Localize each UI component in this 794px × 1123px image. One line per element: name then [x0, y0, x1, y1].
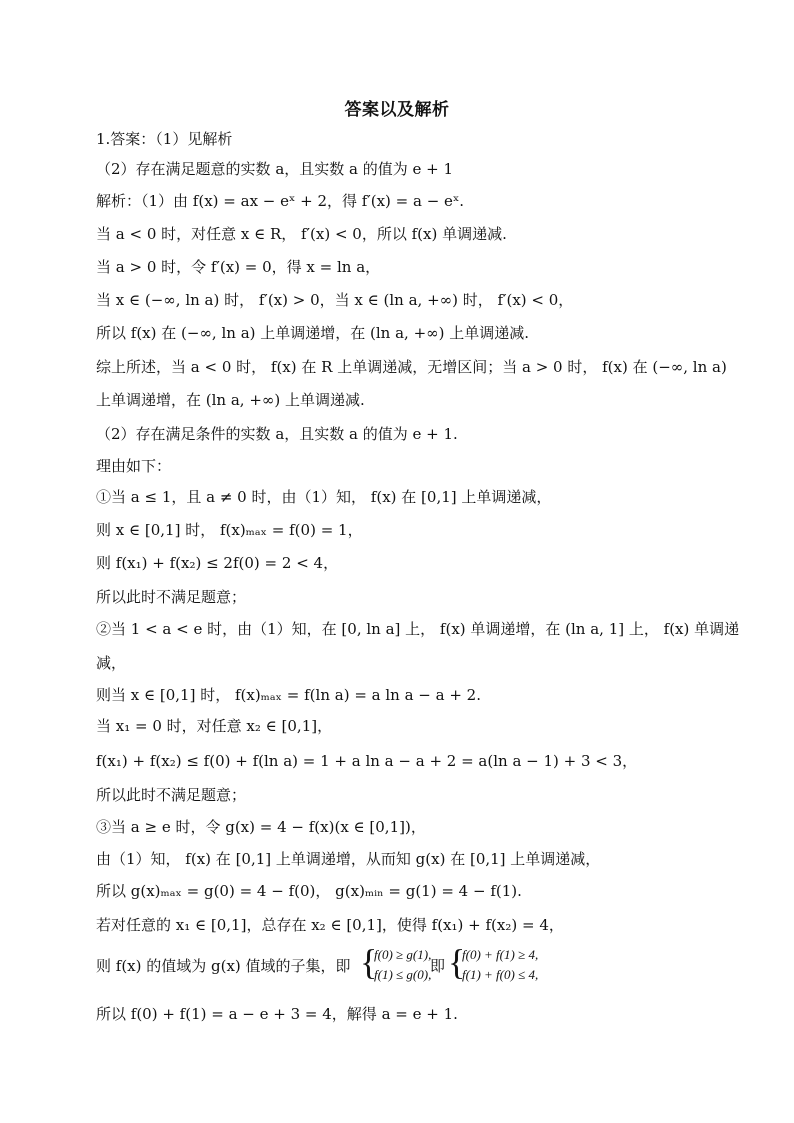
- page-title: 答案以及解析: [344, 100, 450, 120]
- text-line: 理由如下：: [96, 457, 172, 475]
- text-line: 综上所述，当 a < 0 时， f(x) 在 R 上单调递减，无增区间；当 a > 0 时， f(x) 在 (−∞, ln a): [96, 358, 727, 376]
- text-line: 所以 g(x)ₘₐₓ = g(0) = 4 − f(0)， g(x)ₘᵢₙ = g(1) = 4 − f(1).: [96, 882, 522, 900]
- text-line: ②当 1 < a < e 时，由（1）知，在 [0, ln a] 上， f(x) 单调递增，在 (ln a, 1] 上， f(x) 单调递: [96, 620, 740, 638]
- left-brace: {: [360, 942, 378, 982]
- system-joiner: 即: [430, 957, 446, 975]
- text-line: 当 a < 0 时，对任意 x ∈ R， f′(x) < 0，所以 f(x) 单调递减.: [96, 225, 507, 243]
- text-line: 减，: [96, 654, 127, 672]
- text-line: 则 f(x) 的值域为 g(x) 值域的子集，即: [96, 957, 351, 975]
- system-row: f(1) ≤ g(0),: [374, 967, 432, 982]
- text-line: 1.答案：（1）见解析: [96, 130, 233, 148]
- text-line: 则 x ∈ [0,1] 时， f(x)ₘₐₓ = f(0) = 1，: [96, 521, 363, 539]
- text-line: 当 x₁ = 0 时，对任意 x₂ ∈ [0,1]，: [96, 717, 333, 735]
- text-line: 则 f(x₁) + f(x₂) ≤ 2f(0) = 2 < 4，: [96, 554, 339, 572]
- text-line: 当 a > 0 时，令 f′(x) = 0，得 x = ln a，: [96, 258, 381, 276]
- text-line: （2）存在满足条件的实数 a，且实数 a 的值为 e + 1.: [96, 425, 458, 443]
- text-line: 所以 f(0) + f(1) = a − e + 3 = 4，解得 a = e + 1.: [96, 1005, 458, 1023]
- text-line: 当 x ∈ (−∞, ln a) 时， f′(x) > 0，当 x ∈ (ln a, +∞) 时， f′(x) < 0，: [96, 291, 574, 309]
- text-line: f(x₁) + f(x₂) ≤ f(0) + f(ln a) = 1 + a ln a − a + 2 = a(ln a − 1) + 3 < 3，: [96, 752, 638, 770]
- text-line: （2）存在满足题意的实数 a，且实数 a 的值为 e + 1: [96, 160, 454, 178]
- system-row: f(0) + f(1) ≥ 4,: [462, 947, 539, 962]
- text-line: 由（1）知， f(x) 在 [0,1] 上单调递增，从而知 g(x) 在 [0,1] 上单调递减，: [96, 850, 601, 868]
- text-line: 若对任意的 x₁ ∈ [0,1]，总存在 x₂ ∈ [0,1]，使得 f(x₁) + f(x₂) = 4，: [96, 916, 564, 934]
- text-line: 所以此时不满足题意；: [96, 786, 247, 804]
- text-line: 上单调递增，在 (ln a, +∞) 上单调递减.: [96, 391, 365, 409]
- text-line: 所以此时不满足题意；: [96, 588, 247, 606]
- text-line: ③当 a ≥ e 时，令 g(x) = 4 − f(x)(x ∈ [0,1])，: [96, 818, 426, 836]
- text-line: 解析：（1）由 f(x) = ax − eˣ + 2，得 f′(x) = a − eˣ.: [96, 192, 465, 210]
- system-row: f(0) ≥ g(1),: [374, 947, 432, 962]
- text-line: 则当 x ∈ [0,1] 时， f(x)ₘₐₓ = f(ln a) = a ln a − a + 2.: [96, 686, 481, 704]
- text-line: 所以 f(x) 在 (−∞, ln a) 上单调递增，在 (ln a, +∞) 上单调递减.: [96, 324, 530, 342]
- text-line: ①当 a ≤ 1，且 a ≠ 0 时，由（1）知， f(x) 在 [0,1] 上单调递减，: [96, 488, 552, 506]
- left-brace: {: [448, 942, 466, 982]
- system-row: f(1) + f(0) ≤ 4,: [462, 967, 539, 982]
